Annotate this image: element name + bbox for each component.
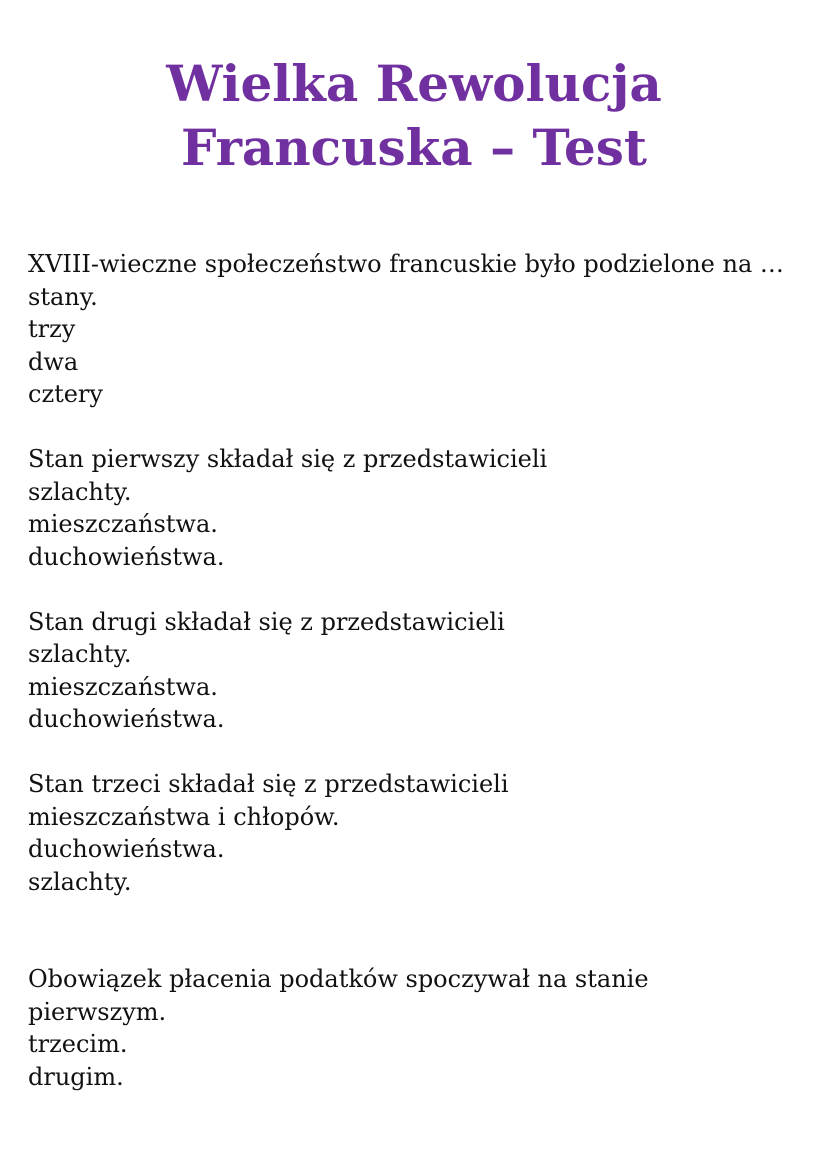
answer-option: trzecim. — [28, 1030, 128, 1058]
answer-option: duchowieństwa. — [28, 835, 225, 863]
question-4 — [28, 768, 818, 898]
question-3 — [28, 606, 818, 736]
answer-option: szlachty. — [28, 477, 132, 506]
answer-option: drugim. — [28, 1062, 124, 1091]
answer-option: mieszczaństwa. — [28, 672, 218, 701]
answer-option: mieszczaństwa. — [28, 510, 218, 538]
answer-option: dwa — [28, 347, 79, 376]
question-1 — [28, 248, 818, 411]
answer-option: trzy — [28, 315, 76, 343]
question-text: Stan pierwszy składał się z przedstawicieli — [28, 445, 548, 473]
question-5 — [28, 963, 818, 1093]
answer-option: duchowieństwa. — [28, 705, 225, 733]
answer-option: szlachty. — [28, 640, 132, 668]
answer-option: mieszczaństwa i chłopów. — [28, 802, 340, 831]
question-text: XVIII-wieczne społeczeństwo francuskie było podzielone na … stany. — [28, 250, 784, 311]
answer-option: cztery — [28, 380, 103, 408]
question-text: Stan trzeci składał się z przedstawicieli — [28, 770, 509, 798]
title-line-2: Francuska – Test — [180, 118, 648, 177]
answer-option: szlachty. — [28, 867, 132, 896]
answer-option: duchowieństwa. — [28, 542, 225, 571]
question-2 — [28, 443, 818, 573]
question-text: Stan drugi składał się z przedstawicieli — [28, 607, 505, 636]
answer-option: pierwszym. — [28, 997, 167, 1026]
test-content — [28, 248, 818, 1093]
question-text: Obowiązek płacenia podatków spoczywał na stanie — [28, 965, 649, 993]
page-title — [0, 52, 828, 180]
title-line-1: Wielka Rewolucja — [166, 54, 662, 113]
